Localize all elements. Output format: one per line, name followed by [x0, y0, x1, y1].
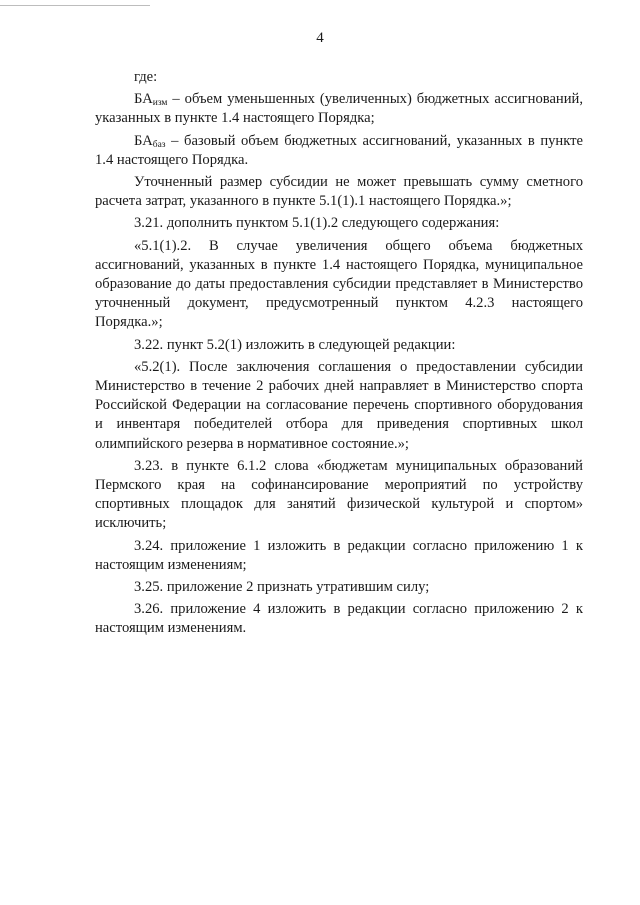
paragraph-3-21: 3.21. дополнить пунктом 5.1(1).2 следующего содержания: — [134, 215, 500, 232]
where-label: где: — [134, 69, 158, 85]
definition-ba-baz — [95, 132, 583, 170]
paragraph-5-1-1-2: «5.1(1).2. В случае увеличения общего объема бюджетных ассигнований, указанных в пункте 1.4 настоящего Порядка, муниципальное образование до даты предоставления субсидии представляет в Министерство уточненный документ, предусмотренный пунктом 4.2.3 настоящего Порядка.»; — [95, 237, 583, 331]
scan-edge-line — [0, 5, 150, 6]
page-number: 4 — [316, 30, 324, 46]
definition-ba-izm — [95, 90, 583, 128]
ba-baz-subscript: баз — [152, 139, 166, 150]
ba-izm-subscript: изм — [152, 98, 168, 109]
paragraph-refined-subsidy: Уточненный размер субсидии не может превышать сумму сметного расчета затрат, указанного в пункте 5.1(1).1 настоящего Порядка.»; — [95, 174, 583, 210]
paragraph-3-22: 3.22. пункт 5.2(1) изложить в следующей редакции: — [134, 336, 456, 353]
ba-izm-symbol: БА — [134, 91, 153, 108]
document-body — [95, 68, 583, 639]
paragraph-3-24: 3.24. приложение 1 изложить в редакции согласно приложению 1 к настоящим изменениям; — [95, 537, 583, 573]
ba-baz-description: – базовый объем бюджетных ассигнований, указанных в пункте 1.4 настоящего Порядка. — [95, 132, 583, 168]
ba-izm-description: – объем уменьшенных (увеличенных) бюджетных ассигнований, указанных в пункте 1.4 настоящего Порядка; — [95, 91, 583, 127]
paragraph-5-2-1: «5.2(1). После заключения соглашения о предоставлении субсидии Министерство в течение 2 рабочих дней направляет в Министерство спорта Российской Федерации на согласование перечень спортивного оборудования и инвентаря победителей отбора для приведения спортивных школ олимпийского резерва в нормативное состояние.»; — [95, 358, 583, 452]
paragraph-3-25: 3.25. приложение 2 признать утратившим силу; — [134, 579, 430, 596]
paragraph-3-23: 3.23. в пункте 6.1.2 слова «бюджетам муниципальных образований Пермского края на софинансирование мероприятий по устройству спортивных площадок для занятий физической культурой и спортом» исключить; — [95, 457, 583, 532]
paragraph-3-26: 3.26. приложение 4 изложить в редакции согласно приложению 2 к настоящим изменениям. — [95, 601, 583, 637]
ba-baz-symbol: БА — [134, 132, 153, 149]
